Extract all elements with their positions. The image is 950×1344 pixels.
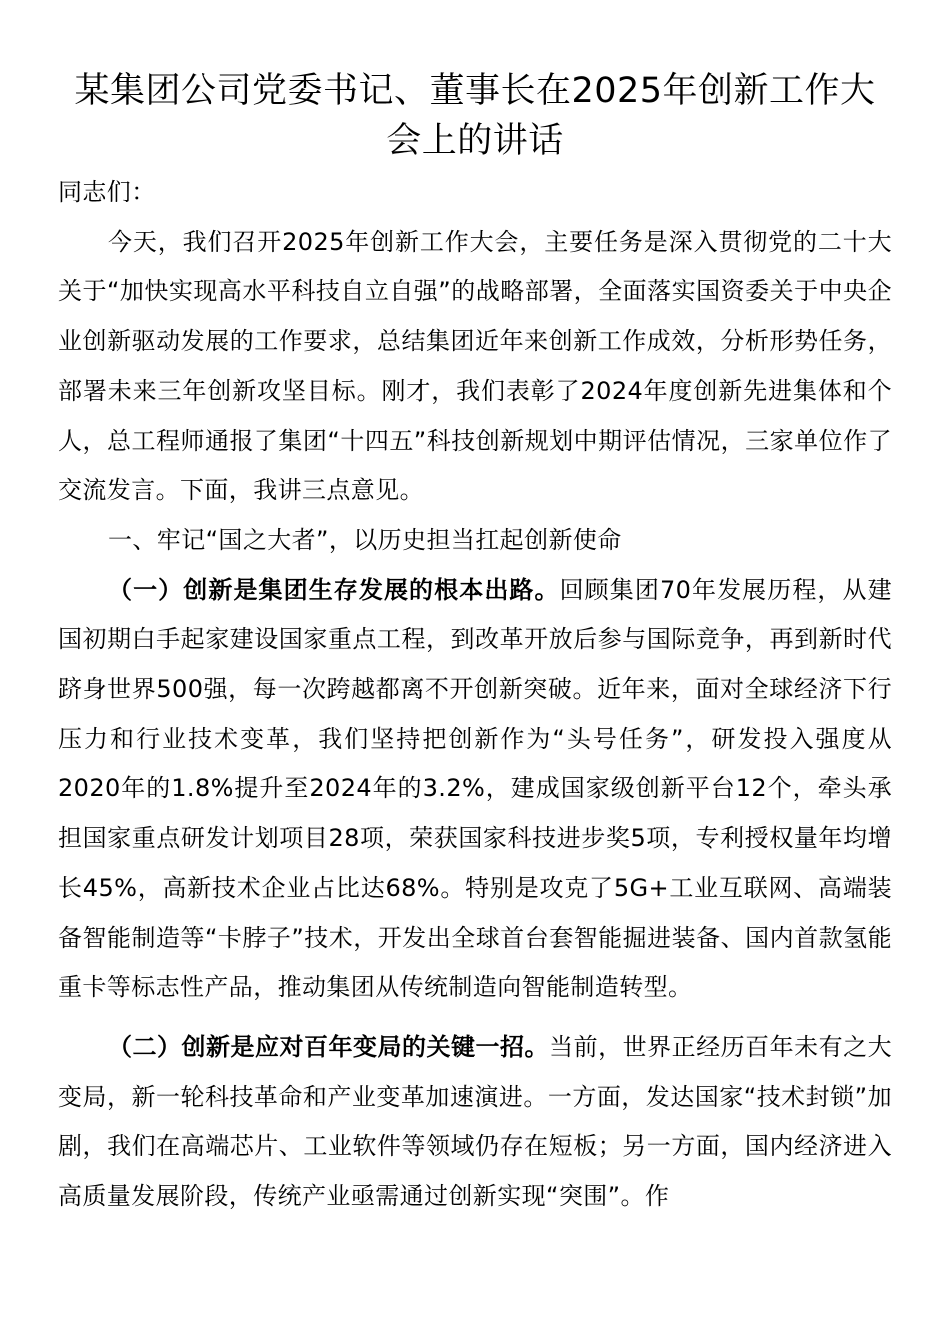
subsection-heading: （二）创新是应对百年变局的关键一招。	[108, 1032, 550, 1061]
salutation: 同志们：	[58, 178, 156, 206]
document-title: 某集团公司党委书记、董事长在2025年创新工作大会上的讲话	[74, 71, 876, 161]
subsection-text: 当前，世界正经历百年未有之大变局，新一轮科技革命和产业变革加速演进。一方面，发达国家“技术封锁”加剧，我们在高端芯片、工业软件等领域仍存在短板；另一方面，国内经济进入高质量发展阶段，传统产业亟需通过创新实现“突围”。作	[58, 1032, 892, 1211]
subsection-paragraph-2	[58, 1023, 892, 1222]
intro-paragraph: 今天，我们召开2025年创新工作大会，主要任务是深入贯彻党的二十大关于“加快实现高水平科技自立自强”的战略部署，全面落实国资委关于中央企业创新驱动发展的工作要求，总结集团近年来创新工作成效，分析形势任务，部署未来三年创新攻坚目标。刚才，我们表彰了2024年度创新先进集体和个人，总工程师通报了集团“十四五”科技创新规划中期评估情况，三家单位作了交流发言。下面，我讲三点意见。	[58, 227, 892, 505]
subsection-paragraph-1	[58, 566, 892, 1013]
subsection-heading: （一）创新是集团生存发展的根本出路。	[108, 575, 560, 604]
subsection-text: 回顾集团70年发展历程，从建国初期白手起家建设国家重点工程，到改革开放后参与国际竞争，再到新时代跻身世界500强，每一次跨越都离不开创新突破。近年来，面对全球经济下行压力和行业技术变革，我们坚持把创新作为“头号任务”，研发投入强度从2020年的1.8%提升至2024年的3.2%，建成国家级创新平台12个，牵头承担国家重点研发计划项目28项，荣获国家科技进步奖5项，专利授权量年均增长45%，高新技术企业占比达68%。特别是攻克了5G+工业互联网、高端装备智能制造等“卡脖子”技术，开发出全球首台套智能掘进装备、国内首款氢能重卡等标志性产品，推动集团从传统制造向智能制造转型。	[58, 575, 892, 1002]
section-heading: 一、牢记“国之大者”，以历史担当扛起创新使命	[108, 525, 622, 554]
document-body	[58, 168, 892, 1222]
